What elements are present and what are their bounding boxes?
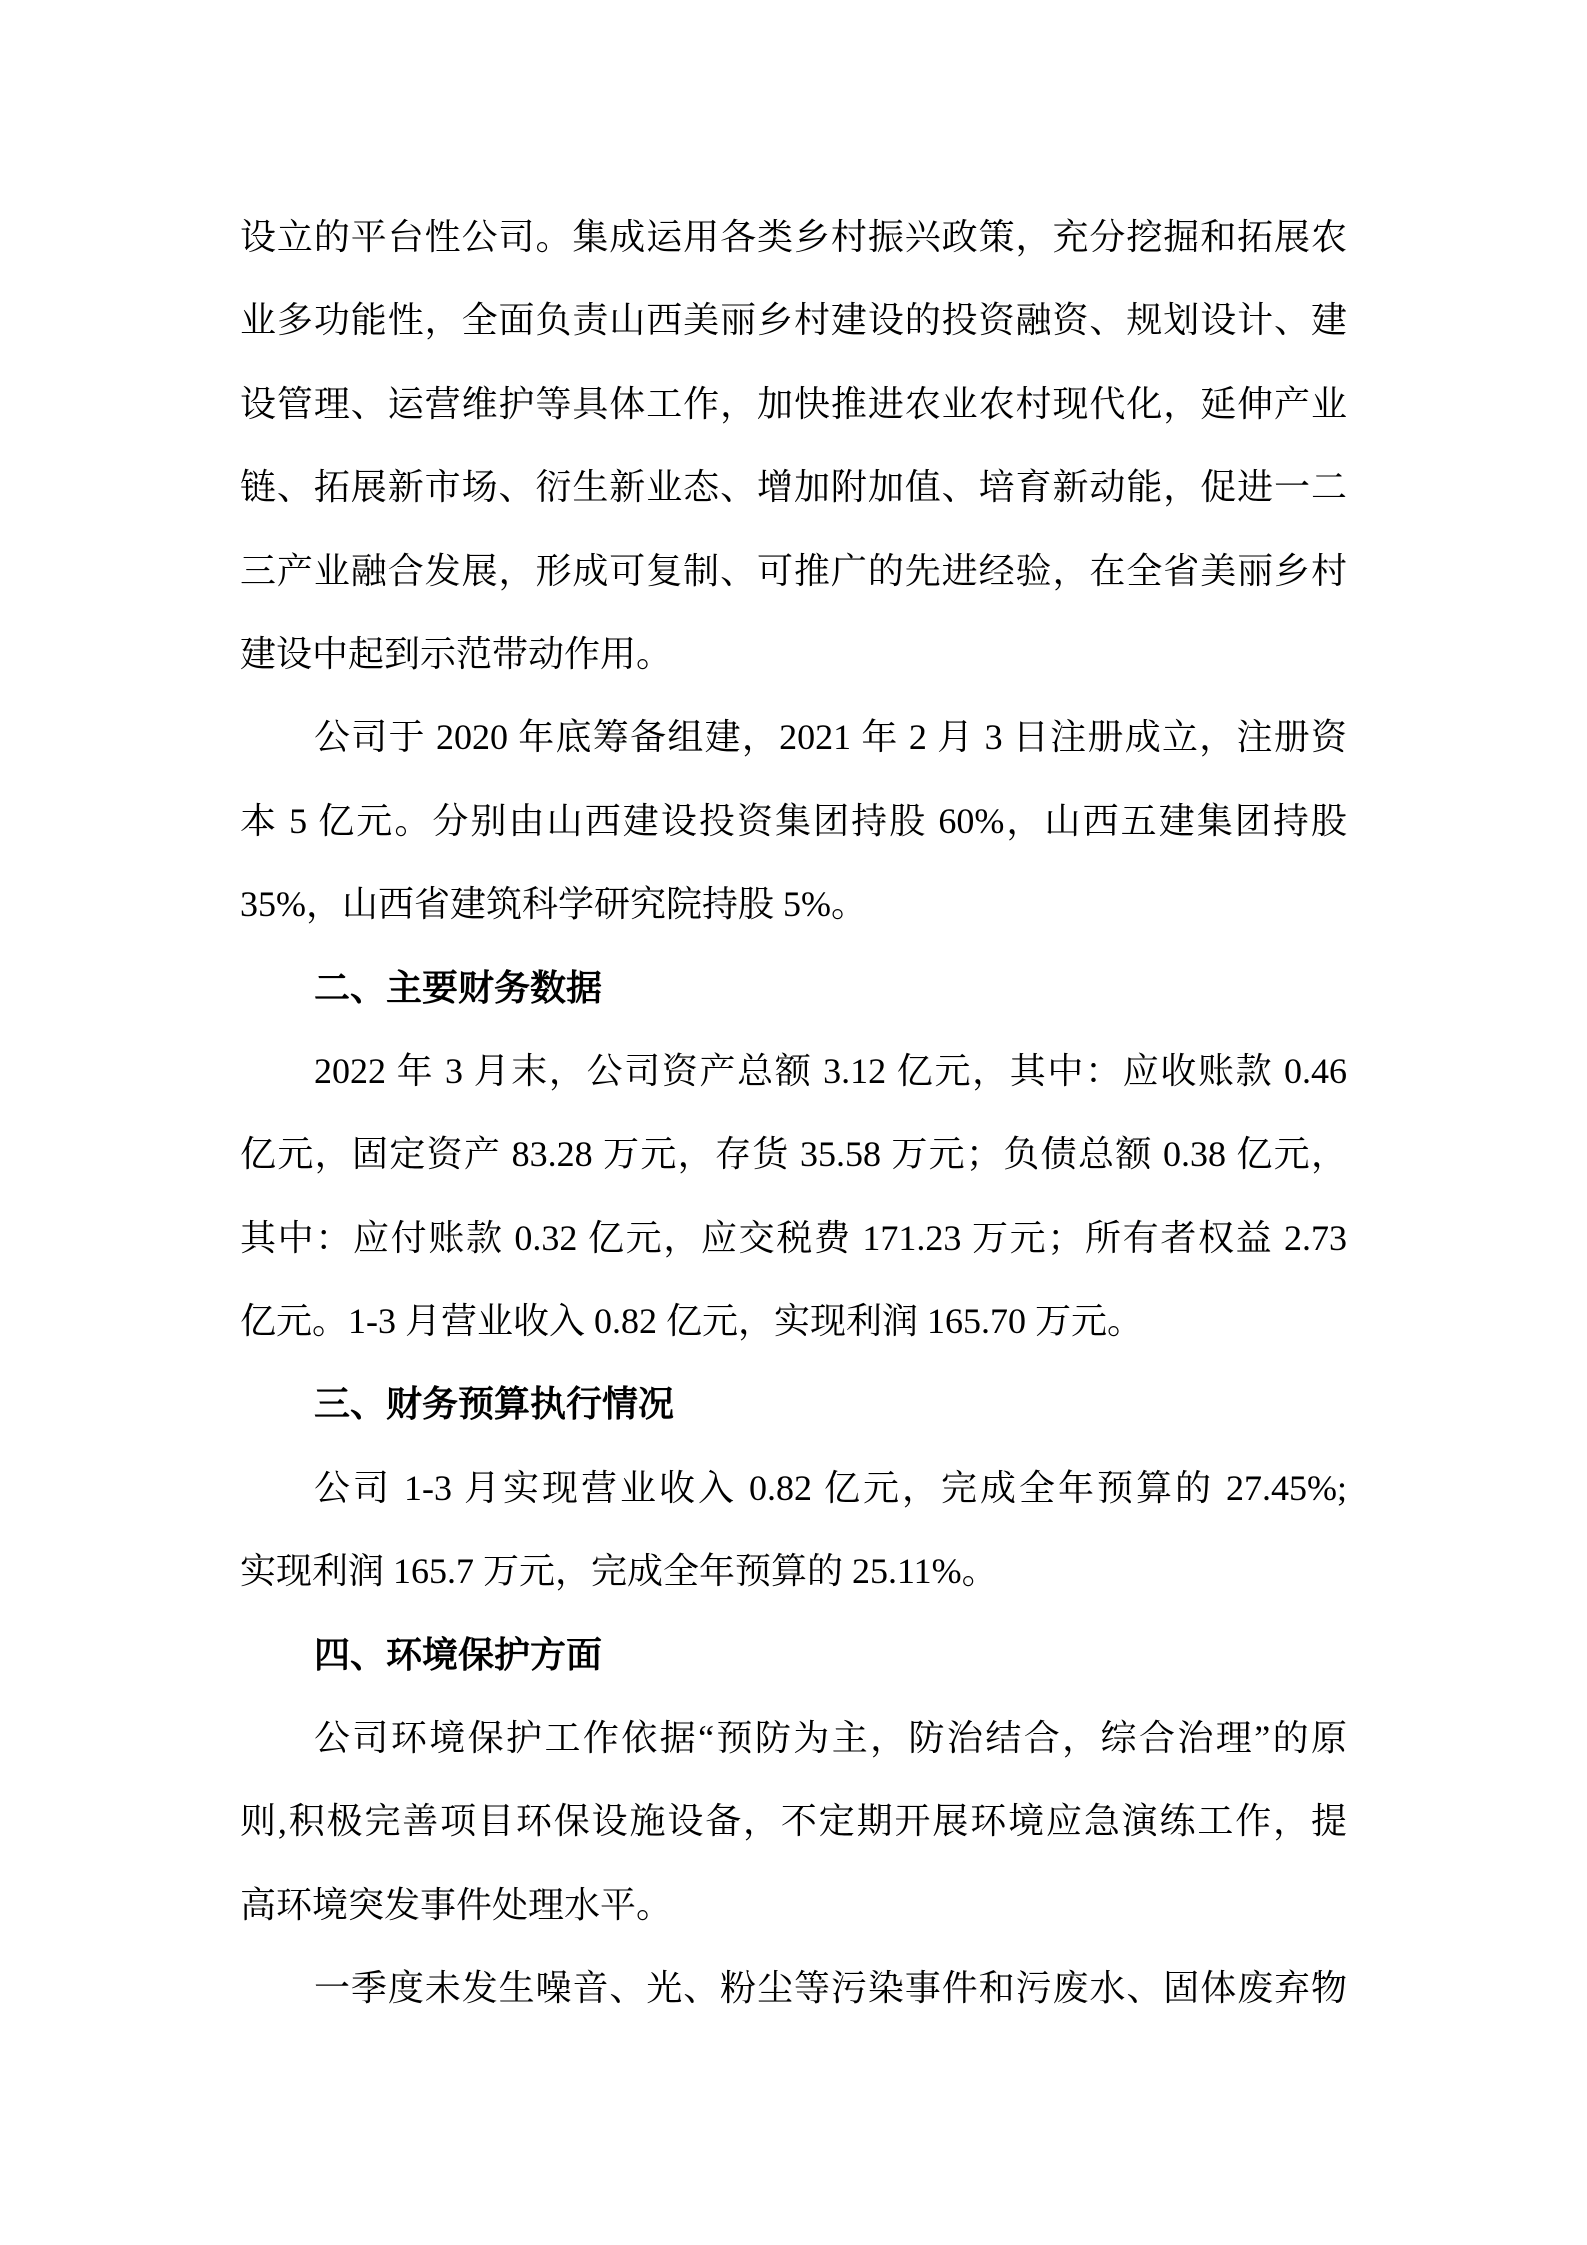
heading-financial-data xyxy=(240,947,1347,1030)
text-line: 高环境突发事件处理水平。 xyxy=(240,1884,673,1925)
paragraph-company-founding xyxy=(240,696,1347,946)
text-line: 公司环境保护工作依据“预防为主，防治结合，综合治理”的原 xyxy=(314,1718,1347,1759)
paragraph-environmental-q1 xyxy=(240,1947,1347,2030)
text-line: 一季度未发生噪音、光、粉尘等污染事件和污废水、固体废弃物 xyxy=(314,1968,1347,2009)
text-line: 亿元，固定资产 83.28 万元，存货 35.58 万元；负债总额 0.38 亿元， xyxy=(240,1134,1347,1175)
text-line: 设立的平台性公司。集成运用各类乡村振兴政策，充分挖掘和拓展农 xyxy=(240,217,1347,257)
text-line: 建设中起到示范带动作用。 xyxy=(240,633,673,674)
text-line: 公司于 2020 年底筹备组建，2021 年 2 月 3 日注册成立，注册资 xyxy=(314,717,1347,758)
text-line: 实现利润 165.7 万元，完成全年预算的 25.11%。 xyxy=(240,1551,998,1592)
section-heading: 四、环境保护方面 xyxy=(314,1634,603,1675)
heading-environmental-protection xyxy=(240,1614,1347,1697)
section-heading: 二、主要财务数据 xyxy=(314,967,603,1008)
paragraph-budget-execution xyxy=(240,1447,1347,1614)
text-line: 三产业融合发展，形成可复制、可推广的先进经验，在全省美丽乡村 xyxy=(240,550,1347,591)
text-line: 2022 年 3 月末，公司资产总额 3.12 亿元，其中：应收账款 0.46 xyxy=(314,1050,1347,1091)
text-line: 设管理、运营维护等具体工作，加快推进农业农村现代化，延伸产业 xyxy=(240,383,1347,424)
text-line: 公司 1-3 月实现营业收入 0.82 亿元，完成全年预算的 27.45%; xyxy=(314,1467,1347,1508)
text-line: 其中：应付账款 0.32 亿元，应交税费 171.23 万元；所有者权益 2.73 xyxy=(240,1217,1347,1258)
paragraph-company-overview xyxy=(240,196,1347,696)
text-line: 业多功能性，全面负责山西美丽乡村建设的投资融资、规划设计、建 xyxy=(240,300,1347,341)
text-line: 链、拓展新市场、衍生新业态、增加附加值、培育新动能，促进一二 xyxy=(240,467,1347,508)
text-line: 则,积极完善项目环保设施设备，不定期开展环境应急演练工作，提 xyxy=(240,1801,1347,1842)
document-text-block xyxy=(240,196,1347,2031)
text-line: 本 5 亿元。分别由山西建设投资集团持股 60%，山西五建集团持股 xyxy=(240,800,1347,841)
paragraph-environmental-principles xyxy=(240,1697,1347,1947)
text-line: 35%，山西省建筑科学研究院持股 5%。 xyxy=(240,884,867,925)
text-line: 亿元。1-3 月营业收入 0.82 亿元，实现利润 165.70 万元。 xyxy=(240,1301,1143,1342)
paragraph-financial-data xyxy=(240,1030,1347,1364)
heading-budget-execution xyxy=(240,1363,1347,1446)
section-heading: 三、财务预算执行情况 xyxy=(314,1384,675,1425)
